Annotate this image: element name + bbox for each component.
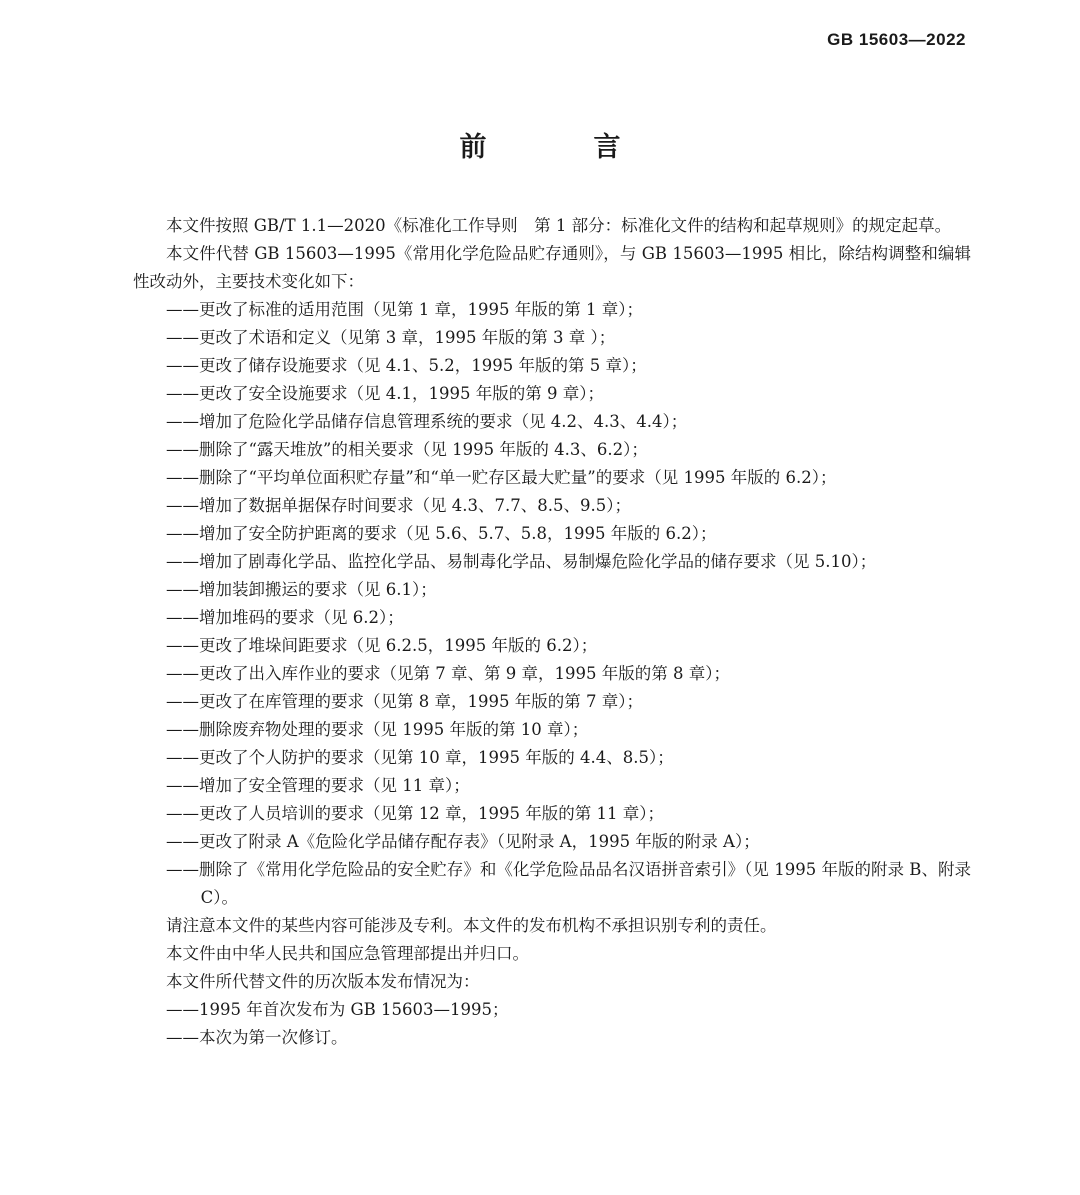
- list-item: ——增加堆码的要求（见 6.2）；: [166, 608, 404, 627]
- list-item: ——更改了储存设施要求（见 4.1、5.2，1995 年版的第 5 章）；: [166, 356, 647, 375]
- list-item: ——增加了数据单据保存时间要求（见 4.3、7.7、8.5、9.5）；: [166, 496, 631, 515]
- list-item: ——更改了堆垛间距要求（见 6.2.5，1995 年版的 6.2）；: [166, 636, 598, 655]
- list-item: ——更改了安全设施要求（见 4.1，1995 年版的第 9 章）；: [166, 384, 604, 403]
- list-item: ——更改了标准的适用范围（见第 1 章，1995 年版的第 1 章）；: [166, 300, 643, 319]
- page-title: 前 言: [459, 132, 661, 163]
- patent-note: 请注意本文件的某些内容可能涉及专利。本文件的发布机构不承担识别专利的责任。: [166, 916, 777, 935]
- list-item: ——删除了“平均单位面积贮存量”和“单一贮存区最大贮量”的要求（见 1995 年版的 6.2）；: [166, 468, 837, 487]
- list-item: ——增加了安全管理的要求（见 11 章）；: [166, 776, 470, 795]
- changes-list: [133, 296, 971, 912]
- list-item: ——更改了术语和定义（见第 3 章，1995 年版的第 3 章 ）；: [166, 328, 616, 347]
- list-item: ——更改了出入库作业的要求（见第 7 章、第 9 章，1995 年版的第 8 章）；: [166, 664, 730, 683]
- list-item: ——增加了剧毒化学品、监控化学品、易制毒化学品、易制爆危险化学品的储存要求（见 5.10）；: [166, 552, 877, 571]
- authority-note: 本文件由中华人民共和国应急管理部提出并归口。: [166, 944, 529, 963]
- history-list: [133, 996, 971, 1052]
- foreword-body: [133, 212, 971, 1052]
- document-code: GB 15603—2022: [827, 30, 966, 49]
- list-item: ——增加装卸搬运的要求（见 6.1）；: [166, 580, 437, 599]
- intro-paragraph: 本文件代替 GB 15603—1995《常用化学危险品贮存通则》，与 GB 15603—1995 相比，除结构调整和编辑性改动外，主要技术变化如下：: [133, 244, 971, 291]
- list-item: ——删除了《常用化学危险品的安全贮存》和《化学危险品品名汉语拼音索引》（见 1995 年版的附录 B、附录 C）。: [166, 860, 971, 907]
- list-item: ——删除废弃物处理的要求（见 1995 年版的第 10 章）；: [166, 720, 589, 739]
- list-item: ——更改了附录 A《危险化学品储存配存表》（见附录 A，1995 年版的附录 A）；: [166, 832, 760, 851]
- history-intro: 本文件所代替文件的历次版本发布情况为：: [166, 972, 480, 991]
- list-item: ——增加了安全防护距离的要求（见 5.6、5.7、5.8，1995 年版的 6.2）；: [166, 524, 717, 543]
- list-item: ——本次为第一次修订。: [166, 1028, 348, 1047]
- list-item: ——删除了“露天堆放”的相关要求（见 1995 年版的 4.3、6.2）；: [166, 440, 648, 459]
- intro-paragraph: 本文件按照 GB/T 1.1—2020《标准化工作导则 第 1 部分：标准化文件的结构和起草规则》的规定起草。: [166, 216, 952, 235]
- list-item: ——更改了在库管理的要求（见第 8 章，1995 年版的第 7 章）；: [166, 692, 643, 711]
- list-item: ——增加了危险化学品储存信息管理系统的要求（见 4.2、4.3、4.4）；: [166, 412, 688, 431]
- list-item: ——更改了人员培训的要求（见第 12 章，1995 年版的第 11 章）；: [166, 804, 664, 823]
- list-item: ——更改了个人防护的要求（见第 10 章，1995 年版的 4.4、8.5）；: [166, 748, 674, 767]
- list-item: ——1995 年首次发布为 GB 15603—1995；: [166, 1000, 509, 1019]
